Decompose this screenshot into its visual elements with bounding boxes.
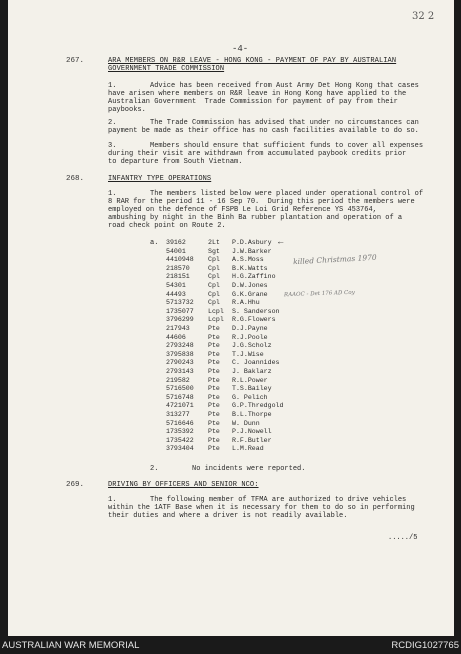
member-name: W. Dunn <box>232 419 260 427</box>
service-number: 313277 <box>166 411 190 418</box>
service-number: 5713732 <box>166 299 194 307</box>
service-number: 4721071 <box>166 402 194 410</box>
rank: Pte <box>208 368 220 375</box>
rank: Cpl <box>208 256 220 264</box>
footer-record-id: RCDIG1027765 <box>391 640 459 651</box>
service-number: 44493 <box>166 290 186 298</box>
rank: Pte <box>208 436 220 444</box>
rank: Pte <box>208 445 220 453</box>
text-line: ambushing by night in the Binh Ba rubber plantation and operation of a <box>108 214 403 222</box>
rank: 2Lt <box>208 239 220 246</box>
rank: Pte <box>208 419 220 427</box>
text-line: paybooks. <box>108 106 146 114</box>
page-number: -4- <box>232 44 249 54</box>
member-name: G. Pelich <box>232 393 268 401</box>
service-number: 3796299 <box>166 316 194 324</box>
text-line: Australian Government Trade Commission for payment of pay from their <box>108 98 398 106</box>
rank: Lcpl <box>208 316 224 324</box>
service-number: 5716748 <box>166 393 194 401</box>
section-number-267: 267. <box>66 57 85 65</box>
service-number: 5716646 <box>166 419 194 427</box>
text-line: 1. The following member of TFMA are authorized to drive vehicles <box>108 496 407 504</box>
rank: Pte <box>208 411 220 418</box>
text-line: 8 RAR for the period 11 - 16 Sep 70. During this period the members were <box>108 198 415 206</box>
member-name: R.G.Flowers <box>232 316 276 324</box>
section-heading-268: INFANTRY TYPE OPERATIONS <box>108 175 212 183</box>
service-number: 1735077 <box>166 307 194 315</box>
text-line: 1. Advice has been received from Aust Army Det Hong Kong that cases <box>108 82 419 90</box>
member-name: P.D.Asbury <box>232 239 272 246</box>
member-name: A.S.Moss <box>232 256 264 264</box>
section-number-268: 268. <box>66 175 85 183</box>
service-number: 2793143 <box>166 368 194 375</box>
paragraph-267-2 <box>108 119 419 135</box>
member-name: B.L.Thorpe <box>232 411 272 418</box>
document-page <box>8 0 454 636</box>
member-name: R.J.Poole <box>232 333 268 341</box>
member-name: T.S.Bailey <box>232 385 272 393</box>
service-number: 3795838 <box>166 350 194 358</box>
text-line: 3. Members should ensure that sufficient funds to cover all expenses <box>108 142 424 150</box>
service-number: 5716500 <box>166 385 194 393</box>
rank: Pte <box>208 333 220 341</box>
member-name: G.K.Grane <box>232 290 268 298</box>
rank: Pte <box>208 393 220 401</box>
member-name: H.G.Zaffino <box>232 273 276 281</box>
rank: Pte <box>208 359 220 367</box>
member-name: L.M.Read <box>232 445 264 453</box>
rank: Cpl <box>208 282 220 289</box>
subparagraph-label: a. <box>150 239 159 247</box>
archive-footer <box>0 636 461 654</box>
section-heading-269: DRIVING BY OFFICERS AND SENIOR NCO: <box>108 481 259 489</box>
rank: Cpl <box>208 290 220 298</box>
service-number: 2793248 <box>166 342 194 350</box>
service-number: 218570 <box>166 264 190 272</box>
member-name: R.L.Power <box>232 376 268 384</box>
footer-source: AUSTRALIAN WAR MEMORIAL <box>2 640 140 651</box>
member-name: B.K.Watts <box>232 264 268 272</box>
member-name: G.P.Thredgold <box>232 402 284 410</box>
member-name: S. Sanderson <box>232 307 280 315</box>
service-number: 1735392 <box>166 428 194 436</box>
member-name: R.F.Butler <box>232 436 272 444</box>
section-heading-267-line2: GOVERNMENT TRADE COMMISSION <box>108 65 225 73</box>
rank: Pte <box>208 385 220 393</box>
rank: Sgt <box>208 247 220 255</box>
service-number: 4410948 <box>166 256 194 264</box>
rank: Cpl <box>208 273 220 281</box>
service-number: 39162 <box>166 239 186 246</box>
text-line: payment be made as their office has no cash facilities available to do so. <box>108 127 419 135</box>
section-heading-267: ARA MEMBERS ON R&R LEAVE - HONG KONG - PAYMENT OF PAY BY AUSTRALIAN <box>108 57 397 65</box>
rank: Pte <box>208 428 220 436</box>
text-line: to departure from South Vietnam. <box>108 158 243 166</box>
rank: Cpl <box>208 299 220 307</box>
member-name: P.J.Nowell <box>232 428 272 436</box>
member-name: C. Joannides <box>232 359 280 367</box>
arrow-mark-icon: ← <box>278 237 284 247</box>
service-number: 218151 <box>166 273 190 281</box>
paragraph-269-1 <box>108 496 415 520</box>
service-number: 3793404 <box>166 445 194 453</box>
text-line: during their visit are withdrawn from accumulated paybook credits prior <box>108 150 407 158</box>
rank: Pte <box>208 376 220 384</box>
text-line: employed on the defence of FSPB Le Loi Grid Reference YS 453764, <box>108 206 377 214</box>
paragraph-268-2: 2. No incidents were reported. <box>150 465 306 473</box>
paragraph-268-1 <box>108 190 423 230</box>
rank: Pte <box>208 342 220 350</box>
text-line: have arisen where members on R&R leave in Hong Kong have applied to the <box>108 90 407 98</box>
paragraph-267-3 <box>108 142 423 166</box>
paragraph-267-1 <box>108 82 419 114</box>
member-name: D.W.Jones <box>232 282 268 289</box>
member-name: J. Baklarz <box>232 368 272 375</box>
text-line: road check point on Route 2. <box>108 222 226 230</box>
corner-handwritten-mark: 32 2 <box>412 11 435 22</box>
section-number-269: 269. <box>66 481 85 489</box>
service-number: 44606 <box>166 333 186 341</box>
rank: Pte <box>208 402 220 410</box>
text-line: their duties and where a driver is not readily available. <box>108 512 348 520</box>
rank: Lcpl <box>208 307 224 315</box>
service-number: 219582 <box>166 376 190 384</box>
member-name: T.J.Wise <box>232 350 264 358</box>
service-number: 1735422 <box>166 436 194 444</box>
member-name: D.J.Payne <box>232 325 268 332</box>
service-number: 54001 <box>166 247 186 255</box>
member-name: J.W.Barker <box>232 247 272 255</box>
handwritten-annotation: RAAOC - Det 176 AD Coy <box>283 289 355 299</box>
rank: Cpl <box>208 264 220 272</box>
text-line: within the 1ATF Base when it is necessary for them to do so in performing <box>108 504 415 512</box>
rank: Pte <box>208 325 220 332</box>
member-name: J.G.Scholz <box>232 342 272 350</box>
service-number: 217943 <box>166 325 190 332</box>
rank: Pte <box>208 350 220 358</box>
member-name: R.A.Hhu <box>232 299 260 307</box>
continuation-marker: ...../5 <box>388 534 418 542</box>
text-line: 1. The members listed below were placed under operational control of <box>108 190 424 198</box>
personnel-roster <box>8 239 454 455</box>
handwritten-annotation: killed Christmas 1970 <box>292 252 377 267</box>
text-line: 2. The Trade Commission has advised that under no circumstances can <box>108 119 419 127</box>
service-number: 54301 <box>166 282 186 289</box>
service-number: 2790243 <box>166 359 194 367</box>
